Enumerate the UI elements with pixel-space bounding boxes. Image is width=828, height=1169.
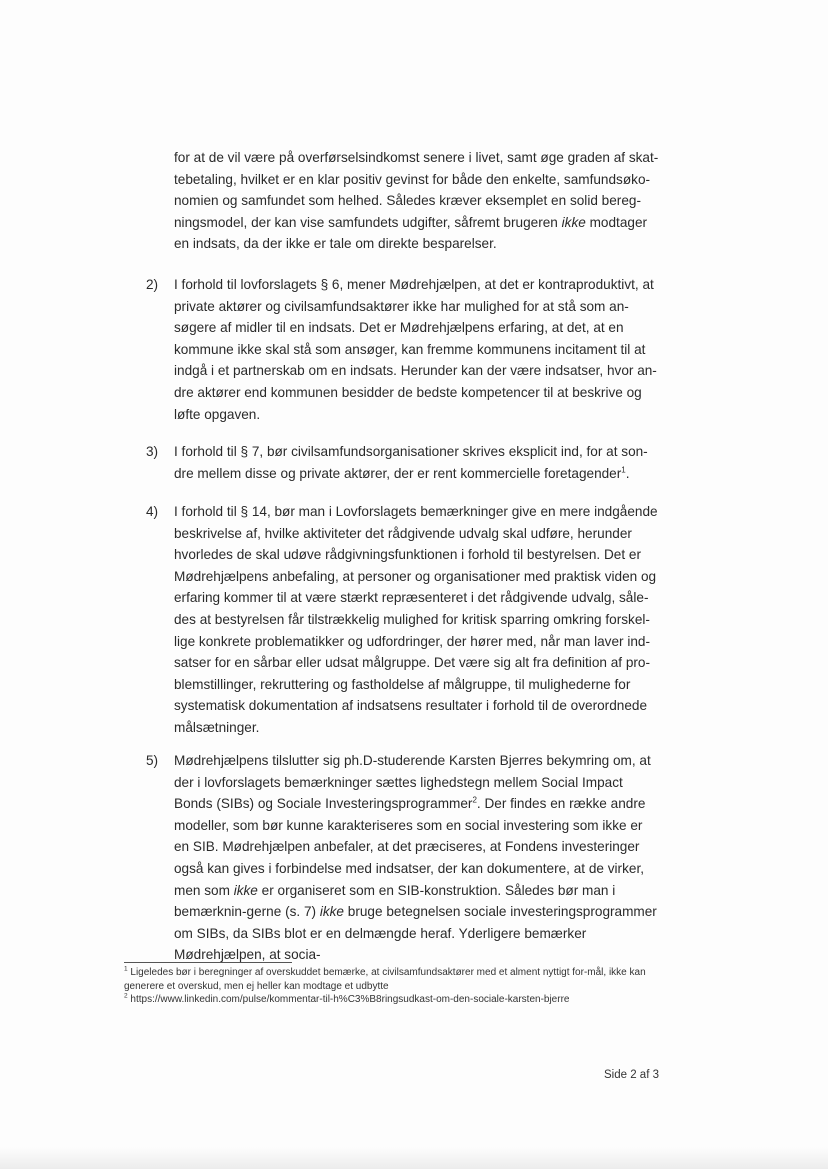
list-number: 3)	[146, 444, 159, 459]
intro-emphasis: ikke	[561, 214, 586, 230]
footnote-ref-2[interactable]: 2	[472, 795, 477, 805]
list-item-text-a: Mødrehjælpens tilslutter sig ph.D-studerende Karsten Bjerres bekymring om, at der i lovforslagets bemærkninger sættes lighedstegn mellem Social Impact Bonds (SIBs) og Sociale Investeringsprogrammer	[174, 753, 651, 812]
list-item-5	[146, 750, 660, 966]
emphasis: ikke	[319, 904, 344, 920]
footnotes	[124, 966, 664, 1007]
footnote-number: 1	[124, 965, 128, 973]
footnote-number: 2	[124, 992, 128, 1000]
list-item-text: I forhold til § 14, bør man i Lovforslagets bemærkninger give en mere indgående beskrivelse af, hvilke aktiviteter det rådgivende udvalg skal udføre, herunder hvorledes de skal udøve rådgivningsfunktionen i forhold til bestyrelsen. Det er Mødrehjælpens anbefaling, at personer og organisationer med praktisk viden og erfaring kommer til at være stærkt repræsenteret i det rådgivende udvalg, såle-des at bestyrelsen får tilstrækkelig mulighed for kritisk sparring omkring forskel-lige konkrete problematikker og udfordringer, der hører med, når man laver ind-satser for en sårbar eller udsat målgruppe. Det være sig alt fra definition af pro-blemstillinger, rekruttering og fastholdelse af målgruppe, til mulighederne for systematisk dokumentation af indsatsens resultater i forhold til de overordnede målsætninger.	[174, 504, 658, 735]
list-item-text-tail: .	[625, 465, 630, 481]
list-item-text: I forhold til lovforslagets § 6, mener Mødrehjælpen, at det er kontraproduktivt, at private aktører og civilsamfundsaktører ikke har mulighed for at stå som an-søgere af midler til en indsats. Det er Mødrehjælpens erfaring, at det, at en kommune ikke skal stå som ansøger, kan fremme kommunens incitament til at indgå i et partnerskab om en indsats. Herunder kan der være indsatser, hvor an-dre aktører end kommunen besidder de bedste kompetencer til at beskrive og løfte opgaven.	[174, 277, 657, 422]
footnote-text: Ligeledes bør i beregninger af overskuddet bemærke, at civilsamfundsaktører med et alment nyttigt for-mål, ikke kan generere et overskud, men ej heller kan modtage et udbytte	[124, 967, 646, 992]
emphasis: ikke	[233, 882, 258, 898]
footnote-ref-1[interactable]: 1	[621, 465, 626, 475]
list-item-text-d: bruge betegnelsen sociale investeringsprogrammer om SIBs, da SIBs blot er en delmængde heraf. Yderligere bemærker Mødrehjælpen, at socia-	[174, 904, 657, 963]
page-number: Side 2 af 3	[604, 1069, 659, 1081]
intro-text-end: modtager en indsats, da der ikke er tale om direkte besparelser.	[174, 214, 648, 252]
footnote-divider	[124, 962, 292, 963]
list-item-text-b: . Der findes en række andre modeller, som bør kunne karakteriseres som en social investering som ikke er en SIB. Mødrehjælpen anbefaler, at det præciseres, at Fondens investeringer også kan gives i forbindelse med indsatser, der kan dokumentere, at de virker, men som	[174, 796, 646, 898]
footnote-1	[124, 966, 664, 993]
list-item-text	[174, 750, 660, 966]
list-item-4	[146, 501, 660, 739]
list-item-text-c: er organiseret som en SIB-konstruktion. Således bør man i bemærknin-gerne (s. 7)	[174, 882, 616, 920]
footnote-2	[124, 993, 664, 1007]
intro-text: for at de vil være på overførselsindkomst senere i livet, samt øge graden af skat-tebetaling, hvilket er en klar positiv gevinst for både den enkelte, samfundsøko-nomien og samfundet som helhed. Således kræver eksemplet en solid bereg-ningsmodel, der kan vise samfundets udgifter, såfremt brugeren	[174, 150, 659, 230]
page-edge-shadow	[0, 1147, 828, 1169]
list-item-text-main: I forhold til § 7, bør civilsamfundsorganisationer skrives eksplicit ind, for at son-dre mellem disse og private aktører, der er rent kommercielle foretagender	[174, 444, 648, 481]
list-number: 4)	[146, 504, 159, 519]
list-item-text	[174, 441, 660, 484]
list-item-2	[146, 274, 660, 425]
list-number: 2)	[146, 277, 159, 292]
footnote-link[interactable]: https://www.linkedin.com/pulse/kommentar-til-h%C3%B8ringsudkast-om-den-sociale-karsten-bjerre	[127, 994, 570, 1006]
list-item-3	[146, 441, 660, 484]
intro-paragraph	[174, 147, 660, 255]
list-number: 5)	[146, 753, 159, 768]
